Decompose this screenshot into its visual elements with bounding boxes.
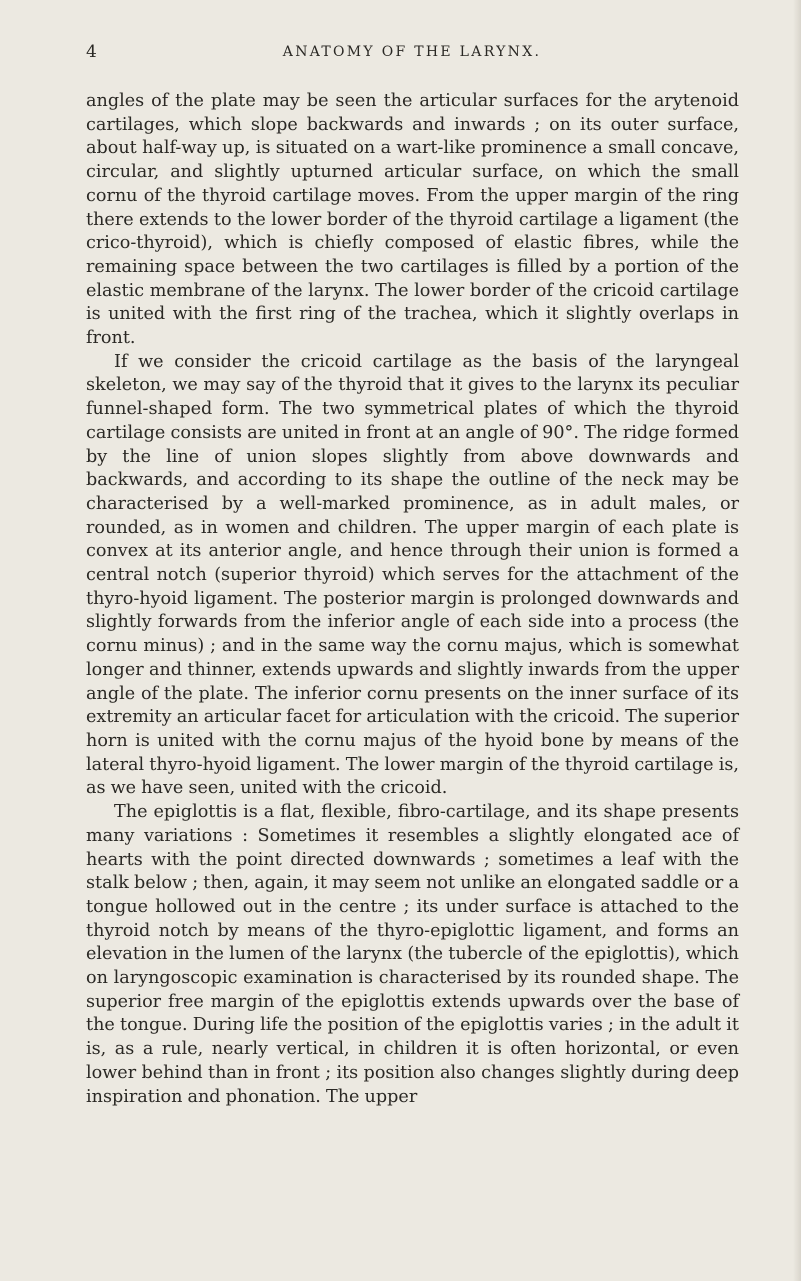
paragraph-thyroid-cartilage: If we consider the cricoid cartilage as the basis of the laryngeal skeleton, we may say of the thyroid that it gives to the larynx its peculiar funnel-shaped form. The two symmetrical plates of which the thyroid cartilage consists are united in front at an angle of 90°. The ridge formed by the line of union slopes slightly from above downwards and backwards, and according to its shape the outline of the neck may be characterised by a well-marked prominence, as in adult males, or rounded, as in women and children. The upper margin of each plate is convex at its anterior angle, and hence through their union is formed a central notch (superior thyroid) which serves for the attachment of the thyro-hyoid ligament. The posterior margin is prolonged downwards and slightly forwards from the inferior angle of each side into a process (the cornu minus) ; and in the same way the cornu majus, which is somewhat longer and thinner, extends upwards and slightly inwards from the upper angle of the plate. The inferior cornu presents on the inner surface of its extremity an articular facet for articulation with the cricoid. The superior horn is united with the cornu majus of the hyoid bone by means of the lateral thyro-hyoid ligament. The lower margin of the thyroid cartilage is, as we have seen, united with the cricoid. [86,351,739,799]
paragraph-epiglottis: The epiglottis is a flat, flexible, fibro-cartilage, and its shape presents many variations : Sometimes it resembles a slightly elongated ace of hearts with the point directed downwards ; sometimes a leaf with the stalk below ; then, again, it may seem not unlike an elongated saddle or a tongue hollowed out in the centre ; its under surface is attached to the thyroid notch by means of the thyro-epiglottic ligament, and forms an elevation in the lumen of the larynx (the tubercle of the epiglottis), which on laryngoscopic examination is characterised by its rounded shape. The superior free margin of the epiglottis extends upwards over the base of the tongue. During life the position of the epiglottis varies ; in the adult it is, as a rule, nearly vertical, in children it is often horizontal, or even lower behind than in front ; its position also changes slightly during deep inspiration and phonation. The upper [86,802,739,1107]
page-edge-shadow [793,0,801,1281]
page-number: 4 [86,42,97,62]
paragraph-continuation: angles of the plate may be seen the articular surfaces for the arytenoid cartilages, which slope backwards and inwards ; on its outer surface, about half-way up, is situated on a wart-like prominence a small concave, circular, and slightly upturned articular surface, on which the small cornu of the thyroid cartilage moves. From the upper margin of the ring there extends to the lower border of the thyroid cartilage a ligament (the crico-thyroid), which is chiefly composed of elastic fibres, while the remaining space between the two cartilages is filled by a portion of the elastic membrane of the larynx. The lower border of the cricoid cartilage is united with the first ring of the trachea, which it slightly overlaps in front. [86,91,739,349]
body-text [86,90,739,1109]
running-head: ANATOMY OF THE LARYNX. [282,44,542,60]
page-header [86,42,738,66]
